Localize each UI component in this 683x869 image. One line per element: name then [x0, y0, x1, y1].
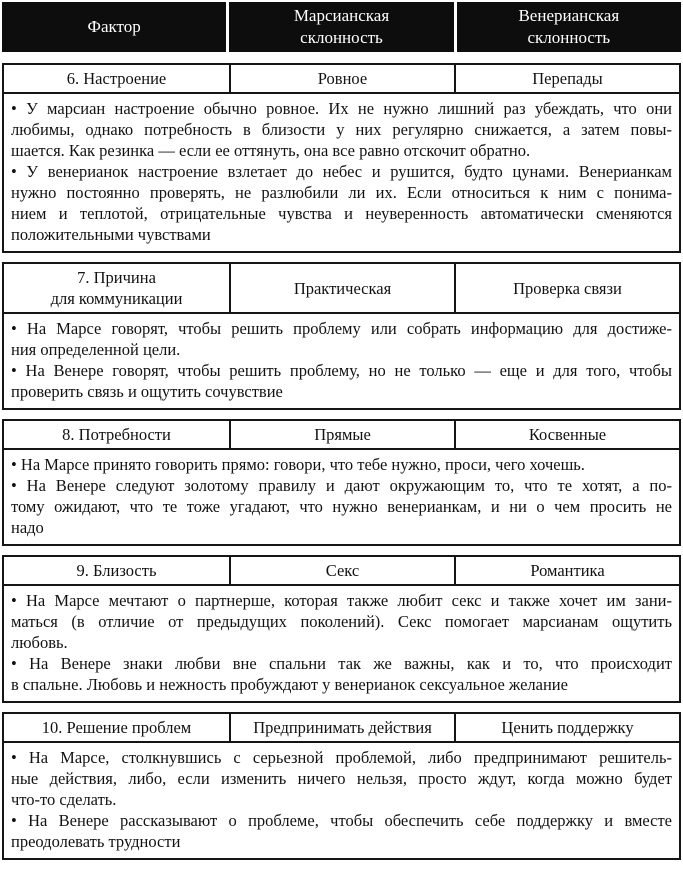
header-label-line: Фактор — [87, 17, 141, 36]
mars-cell — [229, 264, 454, 312]
section-body — [4, 450, 679, 544]
body-line: проверить связь и ощутить сочувствие — [11, 382, 283, 401]
factor-label: 9. Близость — [76, 561, 157, 580]
section-label-row — [4, 65, 679, 94]
body-line: что-то сделать. — [11, 790, 117, 809]
section-body — [4, 586, 679, 701]
body-line: надо — [11, 518, 44, 537]
body-line: преодолевать трудности — [11, 832, 181, 851]
section-label-row — [4, 421, 679, 450]
venus-label: Косвенные — [528, 425, 607, 444]
section-label-row — [4, 557, 679, 586]
venus-cell — [454, 557, 679, 584]
factor-cell — [4, 264, 229, 312]
section-body — [4, 314, 679, 408]
body-line: маться (в отличие от предыдущих поколений). Секс помогает марсианам ощутить — [11, 612, 672, 631]
mars-label: Секс — [325, 561, 360, 580]
body-line: положительными чувствами — [11, 225, 211, 244]
body-line: • У марсиан настроение обычно ровное. Их не нужно лишний раз убеждать, что они — [11, 99, 672, 118]
body-line: нием и теплотой, отрицательные чувства и неуверенность автоматически сменяются — [11, 204, 672, 223]
venus-cell — [454, 714, 679, 741]
factor-label: 7. Причина — [77, 268, 156, 287]
mars-label: Ровное — [317, 69, 368, 88]
section-8-needs — [2, 419, 681, 546]
body-line: тому ожидают, что те тоже угадают, что нужно венерианкам, и ни о чем просить не — [11, 497, 672, 516]
factor-cell — [4, 714, 229, 741]
factor-cell — [4, 65, 229, 92]
body-line: • На Венере говорят, чтобы решить проблему, но не только — еще и для того, чтобы — [11, 361, 672, 380]
mars-label: Практическая — [293, 278, 392, 298]
factor-cell — [4, 421, 229, 448]
body-line: • На Венере рассказывают о проблеме, чтобы обеспечить себе поддержку и вместе — [11, 811, 672, 830]
header-label-line: склонность — [300, 28, 383, 47]
venus-cell — [454, 65, 679, 92]
body-line: любовь. — [11, 633, 68, 652]
mars-label: Предпринимать действия — [253, 718, 432, 737]
body-line: шается. Как резинка — если ее оттянуть, она все равно отскочит обратно. — [11, 141, 531, 160]
body-line: • На Марсе мечтают о партнерше, которая также любит секс и также хочет им зани- — [11, 591, 672, 610]
factor-label: 8. Потребности — [62, 425, 171, 444]
header-cell-factor — [2, 2, 226, 52]
body-line: • У венерианок настроение взлетает до небес и рушится, будто цунами. Венерианкам — [11, 162, 672, 181]
mars-cell — [229, 65, 454, 92]
header-label-line: Марсианская — [293, 6, 390, 25]
mars-label: Прямые — [314, 425, 371, 444]
section-label-row — [4, 714, 679, 743]
body-line: ные действия, либо, если изменить ничего нельзя, просто ждут, когда можно будет — [11, 769, 672, 788]
header-label-line: склонность — [527, 28, 611, 47]
table-header-row — [2, 2, 681, 52]
section-body — [4, 94, 679, 251]
section-6-mood — [2, 63, 681, 253]
section-body — [4, 743, 679, 858]
venus-label: Перепады — [532, 69, 603, 88]
header-cell-mars — [229, 2, 453, 52]
body-line: ния определенной цели. — [11, 340, 181, 359]
factor-label: для коммуникации — [50, 289, 183, 308]
factor-label: 6. Настроение — [66, 69, 167, 88]
section-10-problem-solving — [2, 712, 681, 860]
venus-cell — [454, 421, 679, 448]
venus-label: Проверка связи — [513, 278, 622, 298]
body-line: нужно постоянно проверять, не разлюбили ли их. Если относиться к ним с понима- — [11, 183, 672, 202]
mars-cell — [229, 714, 454, 741]
body-line: • На Венере следуют золотому правилу и дают окружающим то, что те хотят, а по- — [11, 476, 672, 495]
mars-cell — [229, 421, 454, 448]
body-line: • На Марсе говорят, чтобы решить проблему или собрать информацию для достиже- — [11, 319, 672, 338]
body-line: • На Венере знаки любви вне спальни так же важны, как и то, что происходит — [11, 654, 672, 673]
venus-label: Ценить поддержку — [501, 718, 634, 737]
section-7-communication-reason — [2, 262, 681, 410]
body-line: • На Марсе принято говорить прямо: говори, что тебе нужно, проси, чего хочешь. — [11, 455, 585, 474]
body-line: • На Марсе, столкнувшись с серьезной проблемой, либо предпринимают решитель- — [11, 748, 672, 767]
factor-label: 10. Решение проблем — [41, 718, 192, 737]
mars-cell — [229, 557, 454, 584]
venus-cell — [454, 264, 679, 312]
header-cell-venus — [457, 2, 681, 52]
factor-cell — [4, 557, 229, 584]
body-line: любимы, однако потребность в близости у них регулярно снижается, а затем повы- — [11, 120, 672, 139]
venus-label: Романтика — [530, 561, 605, 580]
body-line: в спальне. Любовь и нежность пробуждают у венерианок сексуальное желание — [11, 675, 568, 694]
section-9-intimacy — [2, 555, 681, 703]
section-label-row — [4, 264, 679, 314]
header-label-line: Венерианская — [518, 6, 620, 25]
